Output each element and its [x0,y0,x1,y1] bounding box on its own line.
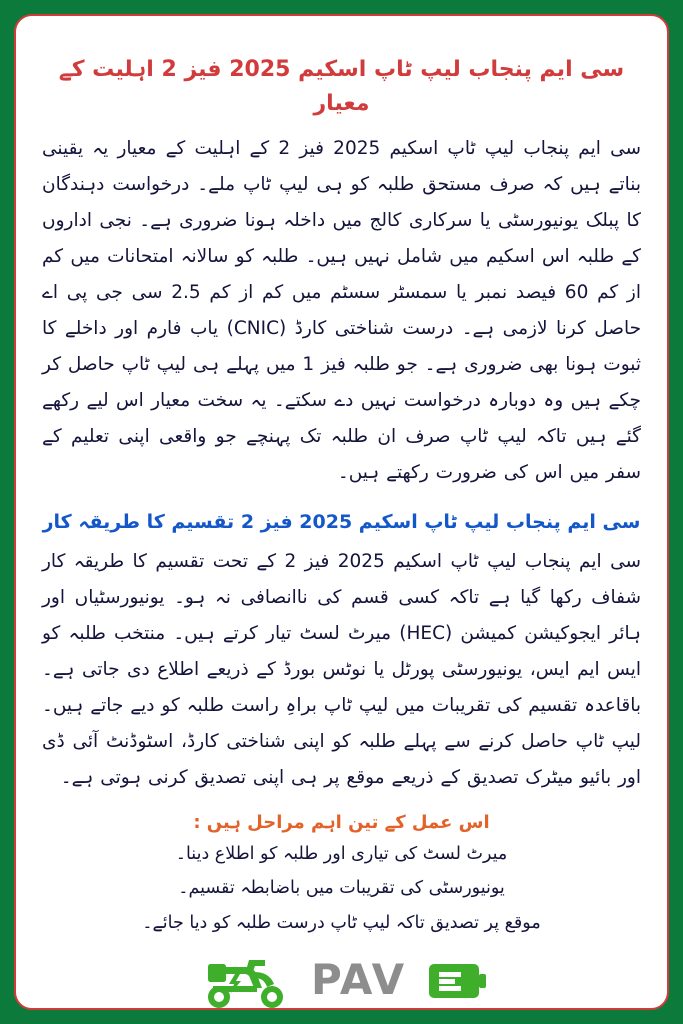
distribution-paragraph: سی ایم پنجاب لیپ ٹاپ اسکیم 2025 فیز 2 کے تحت تقسیم کا طریقہ کار شفاف رکھا گیا ہے تاکہ کسی قسم کی ناانصافی نہ ہو۔ یونیورسٹیاں اور ہائر ایجوکیشن کمیشن (HEC) میرٹ لسٹ تیار کرتے ہیں۔ منتخب طلبہ کو ایس ایم ایس، یونیورسٹی پورٹل یا نوٹس بورڈ کے ذریعے اطلاع دی جاتی ہے۔ باقاعدہ تقسیم کی تقریبات میں لیپ ٹاپ براہِ راست طلبہ کو دیے جاتے ہیں۔ لیپ ٹاپ حاصل کرنے سے پہلے طلبہ کو اپنی شناختی کارڈ، اسٹوڈنٹ آئی ڈی اور بائیو میٹرک تصدیق کے ذریعے موقع پر ہی اپنی تصدیق کرنی ہوتی ہے۔ [42,550,641,789]
step-item-2: یونیورسٹی کی تقریبات میں باضابطہ تقسیم۔ [178,878,505,899]
pave-wordmark [311,956,491,1006]
brand-logo [42,944,641,1010]
svg-text:PAV: PAV [310,955,406,1004]
scooter-icon [193,950,297,1010]
content-card [14,14,669,1010]
distribution-subheading: سی ایم پنجاب لیپ ٹاپ اسکیم 2025 فیز 2 تقسیم کا طریقہ کار [42,510,641,533]
steps-heading: اس عمل کے تین اہم مراحل ہیں : [193,812,490,834]
step-item-3: موقع پر تصدیق تاکہ لیپ ٹاپ درست طلبہ کو دیا جائے۔ [142,912,541,933]
step-item-1: میرٹ لسٹ کی تیاری اور طلبہ کو اطلاع دینا۔ [175,844,508,865]
page-title: سی ایم پنجاب لیپ ٹاپ اسکیم 2025 فیز 2 اہلیت کے معیار [58,56,625,116]
eligibility-paragraph: سی ایم پنجاب لیپ ٹاپ اسکیم 2025 فیز 2 کے اہلیت کے معیار یہ یقینی بناتے ہیں کہ صرف مستحق طلبہ کو ہی لیپ ٹاپ ملے۔ درخواست دہندگان کا پبلک یونیورسٹی یا سرکاری کالج میں داخلہ ہونا ضروری ہے۔ نجی اداروں کے طلبہ اس اسکیم میں شامل نہیں ہیں۔ طلبہ کو سالانہ امتحانات میں کم از کم 60 فیصد نمبر یا سمسٹر سسٹم میں کم از کم 2.5 سی جی پی اے حاصل کرنا لازمی ہے۔ درست شناختی کارڈ (CNIC) یاب فارم اور داخلے کا ثبوت ہونا بھی ضروری ہے۔ جو طلبہ فیز 1 میں پہلے ہی لیپ ٹاپ حاصل کر چکے ہیں وہ دوبارہ درخواست نہیں دے سکتے۔ یہ سخت معیار اس لیے رکھے گئے ہیں تاکہ لیپ ٹاپ صرف ان طلبہ تک پہنچے جو واقعی اپنی تعلیم کے سفر میں اس کی ضرورت رکھتے ہیں۔ [42,137,642,484]
